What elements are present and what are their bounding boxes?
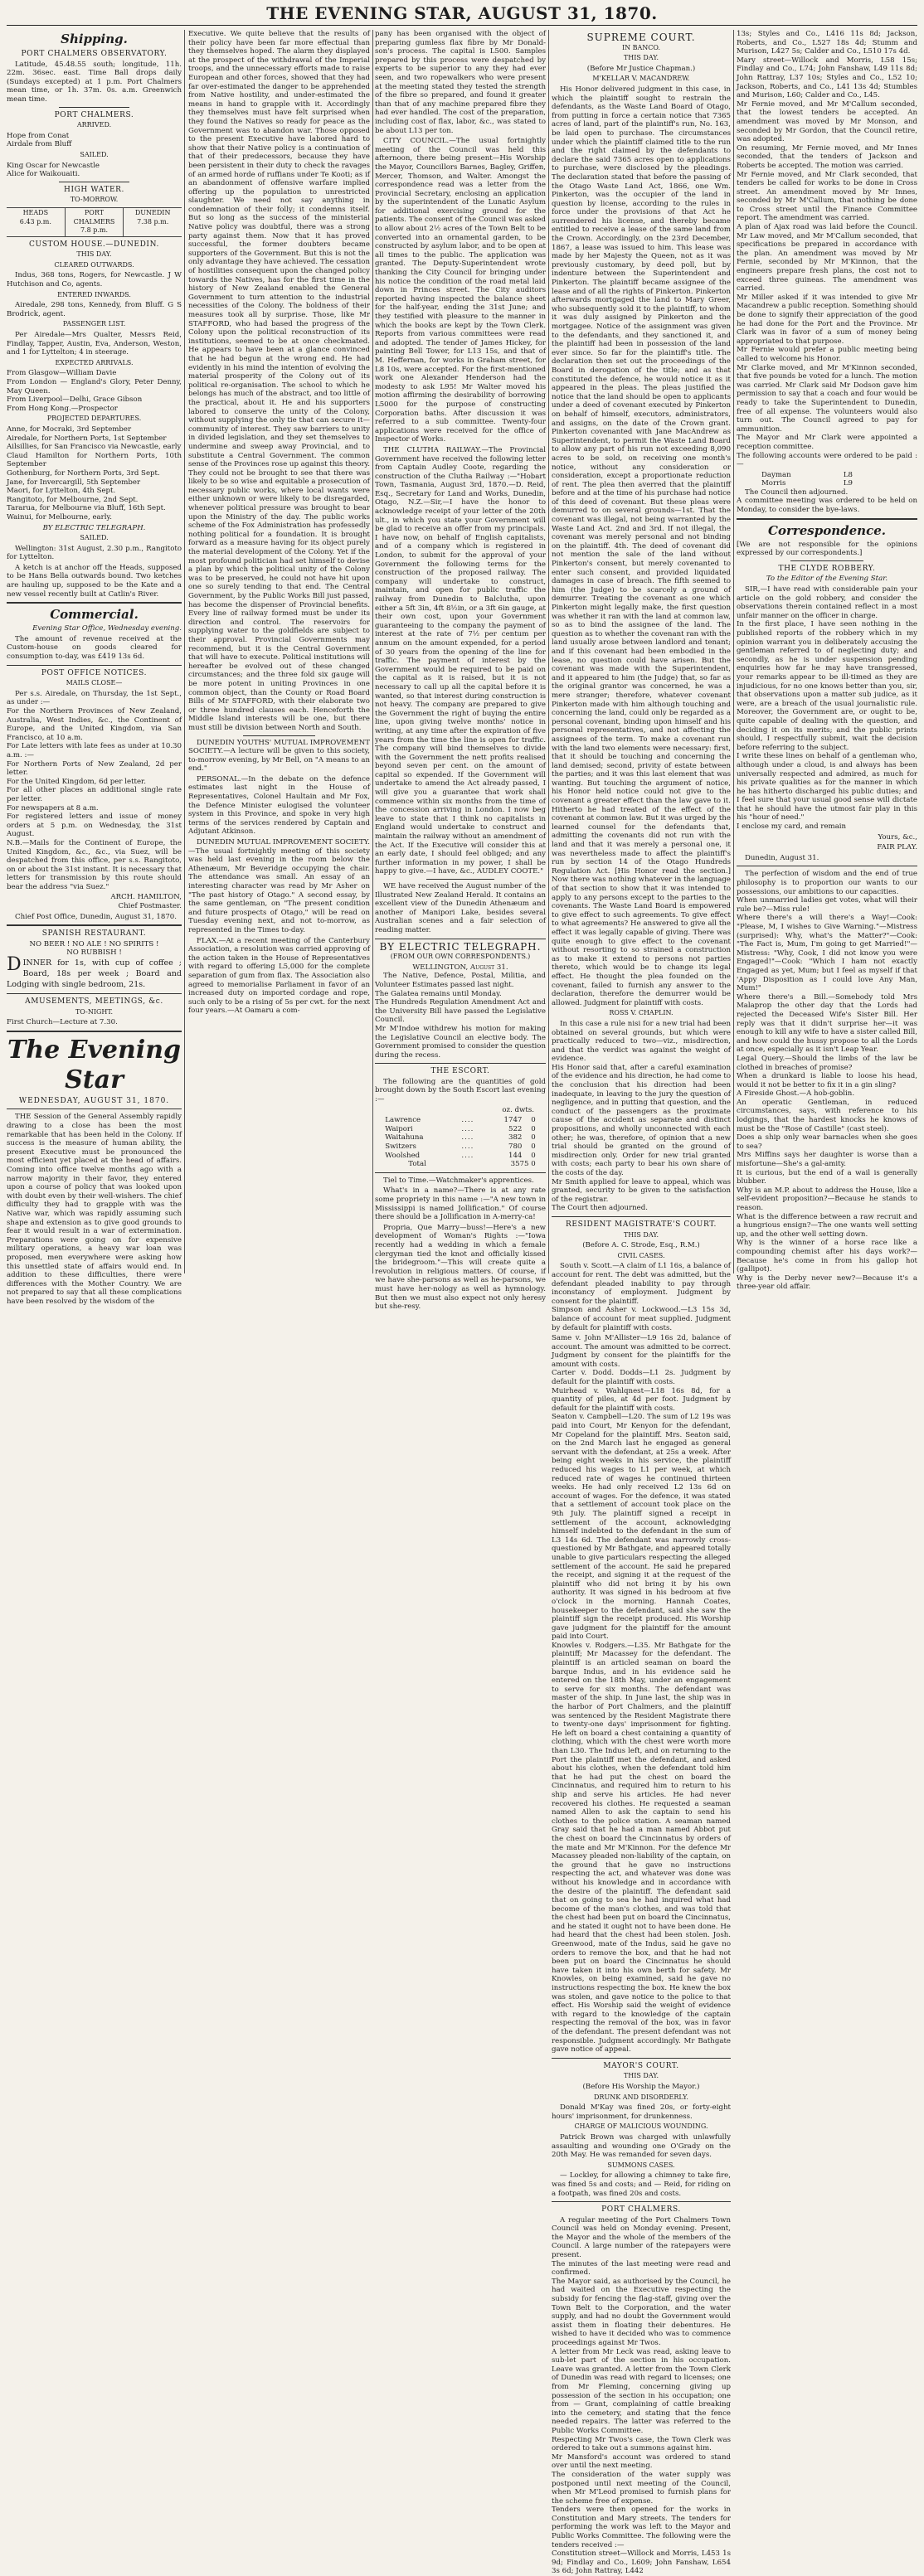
separator — [552, 1216, 731, 1217]
departures-label: PROJECTED DEPARTURES. — [46, 415, 142, 423]
clutha-railway-item: THE CLUTHA RAILWAY.—The Provincial Government have received the following letter from Captain Audley Coote, regarding the construction of the Clutha Railway :—"Hobart Town, Tasmania, August 3rd, 1870.—D. Reid, Esq., Secretary for Land and Works, Dunedin, Otago, N.Z.—Sir,—I have the honor to acknowledge receipt of your letter of the 20th ult., in which you state your Government will be glad to receive an offer from my principals. I have now, on behalf of English capitalists, and of a company which is registered in London, to submit for the approval of your Government the following terms for the construction of the proposed railway. The company will undertake to construct, maintain, and open for public traffic the railway from Dunedin to Balclutha, upon either a 5ft 3in, 4ft 8½in, or a 3ft 6in gauge, at their own cost, upon your Government guaranteeing to the company the payment of interest at the rate of 7½ per centum per annum on the amount expended, for a period of 30 years from the opening of the line for traffic. The payment of interest by the Government would be required to be paid on the capital as it is raised, but it is not necessary to call up all the capital before it is wanted, so that interest during construction is not heavy. The company are prepared to give the Government the right of buying the entire line, upon giving twelve months' notice in writing, at any time after the expiration of five years from the time the line is open for traffic. The company will bind themselves to divide with the Government the nett profits realised beyond seven per cent. on the amount of capital so expended. If the Government will undertake to amend the Act already passed, I will give you a guarantee that work shall commence within six months from the time of the concession arriving in London. I now beg leave to state that I think no capitalists in England would undertake to construct and maintain the railway without an amendment of the Act. If the Executive will consider this at an early date, I should feel obliged; and any further information in my power, I shall be happy to give.—I have, &c., AUDLEY COOTE." — [375, 445, 546, 876]
wounding-text: Patrick Brown was charged with unlawfully assaulting and wounding one O'Grady on the 20th May. He was remanded for seven days. — [552, 2132, 731, 2160]
expected-text: From Glasgow—William Davie From London — England's Glory, Peter Denny, May Queen. From Liverpool—Delhi, Grace Gibson From Hong Kong.—Prospector — [7, 369, 182, 413]
separator — [7, 993, 182, 994]
case-title: ROSS V. CHAPLIN. — [609, 1009, 674, 1017]
departures-text: Anne, for Mocraki, 3rd September Airedale, for Northern Ports, 1st September Ailsillies, for San Francisco via Newcastle, early Claud Hamilton for Northern Ports, 10th September Gothenburg, for Northern Ports, 3rd Sept. Jane, for Invercargill, 5th September Maori, for Lyttelton, 4th Sept. Rangitoto, for Melbourne, 2nd Sept. Tararua, for Melbourne via Bluff, 16th Sept. Wainui, for Melbourne, early. — [7, 424, 182, 522]
letter-body: SIR,—I have read with considerable pain your article on the gold robbery, and consider the observations therein contained reflect in a most unfair manner on the officer in charge. In the first place, I have seen nothing in the published reports of the robbery which in my opinion warrant you in deliberately accusing the gentleman referred to of neglecting duty; and secondly, as he is under suspension pending enquiries how far he may have transgressed, your remarks appear to be ill-timed as they are injudicious, for no one knows better than you, sir, that observations upon a matter sub judice, as it were, are a breach of the usual journalistic rule. Moreover, the Government are, or ought to be, quite capable of dealing with the question, and deciding it on its merits; and the public prints should, I respectfully submit, wait the decision before referring to the subject. I write these lines on behalf of a gentleman who, although under a cloud, is and always has been universally respected and admired, as much for his private qualities as for the manner in which he has hitherto discharged his public duties; and I feel sure that your usual good sense will dictate that he should have the utmost fair play in this his "hour of need." I enclose my card, and remain — [737, 585, 917, 832]
spanish-line-1: NO BEER ! NO ALE ! NO SPIRITS ! — [29, 939, 159, 948]
civil-cases-label: CIVIL CASES. — [617, 1251, 665, 1259]
custom-house-title: CUSTOM HOUSE.—DUNEDIN. — [29, 240, 159, 249]
column-4 — [552, 30, 732, 2576]
in-banco: IN BANCO. — [621, 43, 661, 51]
custom-house-sub: THIS DAY. — [76, 250, 112, 259]
escort-dwts: 0 — [531, 1133, 536, 1142]
mutual-society-item: DUNEDIN MUTUAL IMPROVEMENT SOCIETY.—The usual fortnightly meeting of this society was held last evening in the room below the Athenæum, Mr Beveridge occupying the chair. The attendance was small. An essay of an interesting character was read by Mr Asher on "The past history of Otago." A second essay, by the same gentleman, on "The present condition and future prospects of Otago," will be read on Tuesday evening next, and not to-morrow, as represented in the Times to-day. — [188, 838, 370, 934]
separator — [7, 665, 182, 666]
escort-place: Lawrence — [385, 1116, 421, 1125]
drunk-text: Donald M'Kay was fined 20s, or forty-eight hours' imprisonment, for drunkenness. — [552, 2103, 731, 2121]
post-office-sign: ARCH. HAMILTON, Chief Postmaster. — [110, 893, 182, 911]
letter-title: THE CLYDE ROBBERY. — [778, 564, 876, 573]
observatory-text: Latitude, 45.48.55 south; longitude, 11h. 22m. 36sec. east. Time Ball drops daily (Sundays excepted) at 1 p.m. Port Chalmers mean time, or 1h. 37m. 0s. a.m. Greenwich mean time. — [7, 60, 182, 104]
entered-text: Airedale, 298 tons, Kennedy, from Bluff. G S Brodrick, agent. — [7, 301, 182, 318]
case-text: In this case a rule nisi for a new trial had been obtained on several grounds, but which were practically reduced to two—viz., misdirection, and that the verdict was against the weight of evidence. His Honor said that, after a careful examination of the evidence and his direction, he had come to the conclusion that his direction had been inadequate, in leaving to the jury the question of negligence, and in putting that question, and the conduct of the passengers as the proximate cause of the accident as separate and distinct propositions, and wholly unconnected with each other; he was, therefore, of opinion that a new trial should be granted on the ground of misdirection only. Order for new trial granted with costs; each party to bear his own share of the costs of the day. Mr Smith applied for leave to appeal, which was granted, security to be given to the satisfaction of the registrar. The Court then adjourned. — [552, 1019, 731, 1213]
spanish-restaurant-title: SPANISH RESTAURANT. — [41, 929, 147, 939]
separator — [426, 879, 494, 880]
escort-title: THE ESCORT. — [430, 1067, 490, 1076]
high-water-title: HIGH WATER. — [64, 185, 124, 194]
before-judge: (Before Mr Justice Chapman.) — [586, 64, 696, 73]
city-council-item: CITY COUNCIL.—The usual fortnightly meeting of the Council was held this afternoon, there being present—His Worship the Mayor, Councillors Barnes, Bagley, Griffen, Mercer, Thomson, and Walter. Amongst the correspondence read was a letter from the Provincial Secretary, enclosing an application by the superintendent of the Lunatic Asylum for additional exercising ground for the patients. The consent of the Council was asked to allow about 2½ acres of the Town Belt to be converted into an ornamental garden, to be constructed by asylum labor, and to be open at all times to the public. The application was granted. The Deputy-Superintendent wrote thanking the City Council for bringing under his notice the condition of the road metal laid down in Princes street. The City auditors reported having inspected the balance sheet for the half-year, ending the 31st June; and they testified with pleasure to the manner in which the books are kept by the Town Clerk. Reports from various committees were read and adopted. The tender of James Hickey, for painting Bell Tower, for L13 15s, and that of M. Heffernan, for works in Graham street, for L8 10s, were accepted. For the first-mentioned work one Alexander Henderson had the modesty to ask L95! Mr Walter moved his motion affirming the desirability of borrowing L5000 for the purpose of constructing Corporation baths. After discussion it was referred to a sub committee. Twenty-four applications were received for the office of Inspector of Works. — [375, 137, 546, 444]
escort-total-row: Total 3575 0 — [408, 1160, 536, 1169]
amusements-sub: TO-NIGHT. — [75, 1007, 114, 1016]
this-day: THIS DAY. — [623, 54, 659, 62]
whats-in-a-name-item: What's in a name?—There is at any rate some propriety in this name :—"A new town in Mississippi is named Jollification." Of course there should be a Jollification in A-merry-ca! — [375, 1186, 546, 1222]
escort-oz: 382 — [508, 1133, 523, 1142]
amusements-text: First Church—Lecture at 7.30. — [7, 1018, 118, 1027]
separator — [737, 518, 917, 520]
flax-item-continued: pany has been organised with the object of preparing gumless flax fibre by Mr Donald-son's process. The capital is L500. Samples prepared by this process were despatched by experts to be superior to any they had ever seen, and two ropewalkers who were present at the meeting stated they tested the strength of the fibre so prepared, and found it greater than that of any machine prepared fibre they had ever handled. The cost of the preparation, including cost of flax, labor, &c., was stated to be about L13 per ton. — [375, 30, 546, 135]
telegraph-news: The Native, Defence, Postal, Militia, and Volunteer Estimates passed last night. The Galatea remains until Monday. The Hundreds Regulation Amendment Act and the University Bill have passed the Legislative Council. Mr M'Indoe withdrew his motion for making the Legislative Council an elective body. The Government promised to consider the question during the recess. — [375, 972, 546, 1060]
paper-dateline: WEDNESDAY, AUGUST 31, 1870. — [18, 1096, 170, 1105]
separator — [790, 560, 863, 561]
escort-row: Waipori .... 522 0 — [385, 1124, 536, 1133]
sailed-list: King Oscar for Newcastle Alice for Waikouaiti. — [7, 161, 100, 179]
telegraph-sailed: SAILED. — [80, 534, 109, 542]
telegraph-title: BY ELECTRIC TELEGRAPH. — [379, 940, 542, 953]
civil-cases-continued: Same v. John M'Allister—L9 16s 2d, balance of account. The amount was admitted to be correct. Judgment by consent for the plaintiffs for the amount with costs. Carter v. Dodd. Dodds—L1 2s. Judgment by default for the plaintiff with costs. Muirhead v. Wahlqnest—L18 16s 8d, for a quantity of piles, at 4d per foot. Judgment by default for the plaintiff with costs. Seaton v. Campbell—L20. The sum of L2 19s was paid into Court, Mr Kenyon for the defendant, Mr Copeland for the plaintiff. Mrs. Seaton said, on the 2nd March last he engaged as general servant with the defendant, at 25s a week. After being eight weeks in his service, the plaintiff reduced his wages to L1 per week, at which reduced rate of wages he continued thirteen weeks. He had only received L2 13s 6d on account of wages. For the defence, it was stated that a settlement of account took place on the 9th July. The plaintiff signed a receipt in settlement of the account, acknowledging himself indebted to the defendant in the sum of L3 14s 6d. The defendant was narrowly cross-questioned by Mr Bathgate, and appeared totally unable to give particulars respecting the alleged settlement of the account. He said he prepared the receipt, and signing it at the request of the plaintiff who did not bring it by his own authority. It was signed in his bedroom at five o'clock in the morning. Hannah Coates, housekeeper to the defendant, said she saw the plaintiff sign the receipt produced. His Worship gave judgment for the plaintiff for the amount paid into Court. Knowles v. Rodgers.—L35. Mr Bathgate for the plaintiff; Mr Macassey for the defendant. The plaintiff is an articled seaman on board the barque Indus, and in his evidence said he entered on the 18th May, under an engagement to serve for six months. The defendant was master of the ship. In June last, the ship was in the harbor of Port Chalmers, and the plaintiff was sentenced by the Resident Magistrate there to twenty-one days' imprisonment for fighting. He left on board a chest containing a quantity of clothing, which with the chest were worth more than L30. The Indus left, and on returning to the Port the plaintiff met the defendant, and asked about his clothes, when the defendant told him that he had put the chest on board the Cincinnatus, and required him to return to his ship and serve his articles. He had never recovered his clothes. He requested a seaman named Allen to ask the captain to send his clothes to the police station. A seaman named Gray said that he had a man named Abbot put the chest on board the Cincinnatus by orders of the mate and Mr M'Kinnon. For the defence Mr Macassey pleaded non-liability of the captain, on the ground that he gave no instructions respecting the act, and whatever was done was without his knowledge and in accordance with the desire of the plaintiff. The defendant said that on going to sea he had inquired what had become of the man's clothes, and was told that the chest had been put on board the Cincinnatus, and he stated it ought not to have been done. He had heard that the chest had been stolen. Josh. Greenwood, mate of the Indus, said he gave no orders to remove the box, and that he had not been put on board the Cincinnatus he should have taken it into his own berth for safety. Mr Knowles, on being examined, said he gave no instructions respecting the box. He knew the box was stolen, and gave notice to the police to that effect. His Worship said the weight of evidence with regard to the knowledge of the captain respecting the removal of the box, was in favor of the defendant. The present defendant was not responsible. Judgment accordingly. Mr Bathgate gave notice of appeal. — [552, 1334, 732, 2054]
masthead — [0, 0, 924, 27]
leader-article: THE Session of the General Assembly rapidly drawing to a close has been the most remarkable that has been held in the Colony. If success is the measure of human ability, the present Executive must be pronounced the most efficient yet placed at the head of affairs. Coming into office twelve months ago with a narrow majority in their favor, they entered upon a course of policy that was looked upon with doubt even by their well-wishers. The chief difficulty they had to grapple with was the Native war, which was rapidly assuming such shape and extension as to give good grounds to fear it would result in a war of extermination. Preparations were going on for expensive military operations, a heavy war loan was proposed, men everywhere were asking how this unsettled state of affairs would end. In addition to these difficulties, there were differences with the Mother Country. We are not prepared to say that all these complications have been resolved by the wisdom of the — [7, 1113, 182, 1306]
shipping-heading: Shipping. — [61, 32, 128, 46]
mayors-court-before: (Before His Worship the Mayor.) — [582, 2082, 700, 2091]
amusements-title: AMUSEMENTS, MEETINGS, &c. — [25, 997, 163, 1007]
propria-item: Propria, Que Marry—buss!—Here's a new development of Woman's Rights :—"Iowa recently had a wedding in which a female clergyman tied the knot and officially kissed the bridegroom."—This will create quite a revolution in religious matters. Of course, if we have she-parsons as well as he-parsons, we must have her-nology as well as hymnology. But then we must also expect not only heresy but she-resy. — [375, 1223, 546, 1312]
dinner-advert: DINNER for 1s, with cup of coffee ; Board, 18s per week ; Board and Lodging with single bedroom, 21s. — [7, 954, 182, 990]
sailed-label: SAILED. — [80, 150, 109, 158]
leader-article-continued: Executive. We quite believe that the results of their policy have been far more effectual than they themselves hoped. The alarm they displayed at the prospect of the withdrawal of the Imperial troops, and the unnecessary efforts made to raise European and other forces, showed that they had far over-estimated the danger to be apprehended from Native hostility, and under-estimated the means in hand to grapple with it. Accordingly they themselves must have felt surprised when they found the Natives so ready for peace as the Government was to abandon war. Those opposed to the present Executive have labored hard to show that their Native policy is a continuation of that of their predecessors, because they have been persistent in their duty to check the ravages of an armed horde of ruffians under Te Kooti; as if an abandonment of offensive warfare implied offering up the population to unrestricted slaughter. We need not say anything in condemnation of their folly; it condemns itself. But so long as the success of the ministerial Native policy was doubtful, there was a strong party against them. Now that it has proved successful, the former doubters became supporters of the Government. But this is not the only advantage they have achieved. The cessation of hostilities consequent upon the changed policy towards the Natives, has for the first time in the history of New Zealand enabled the General Government to turn attention to the industrial necessities of the Colony. The boldness of their measures took all by surprise. Those, like Mr STAFFORD, who had based the progress of the Colony upon the political reconstruction of its institutions, seemed to be at once checkmated. He appears to have been at a glance convinced that he had begun at the wrong end. He had evidently in his mind the intention of evolving the material prosperity of the Colony out of its political re-organisation. The school to which he belongs has much of the abstract, and too little of the practical, about it. He and his supporters labored to conserve the unity of the Colony, without supplying the only tie that can secure it—community of interest. They saw barriers to unity in divided legislation, and they set themselves to undermine and sweep away Provincial, and to substitute a Central Government. The common sense of the Provinces rose up against this theory. They could not be brought to see that there was likely to be so wise and equitable a prosecution of necessary public works, where local wants were either unknown or were likely to be disregarded, whenever political pressure was brought to bear upon the Ministry of the day. The public works scheme of the Fox Administration has professedly nothing political for a foundation. It is brought forward as a measure having for its object purely the material development of the Colony. Yet if the most profound politician had set himself to devise a plan by which the political unity of the Colony was to be preserved, he could not have hit upon one so surely tending to that end. The Central Government, by the Public Works Bill just passed, has become the dispenser of Provincial benefits. Every line of railway formed must be under its direction and control. The reservoirs for supplying water to the goldfields are subject to their approval. Provincial Governments may recommend, but it is the Central Government that will have to execute. Political institutions will hereafter be evolved out of these changed circumstances; and the three fold six gauge will be more potent in uniting Provinces in one common object, than the County or Road Board Bills of Mr STAFFORD, with their elaborate two or three hundred clauses each. Henceforth the Middle Island interests will be one, but there must still be division between North and South. — [188, 30, 370, 732]
separator — [243, 735, 316, 736]
passenger-text: Per Airedale—Mrs Qualter, Messrs Reid, Findlay, Tapper, Austin, Eva, Anderson, Weston, and 1 for Lyttelton; 4 in steerage. — [7, 331, 182, 357]
escort-table — [383, 1116, 537, 1169]
commercial-office: Evening Star Office, Wednesday evening. — [32, 624, 182, 633]
escort-oz: 144 — [508, 1151, 523, 1160]
case-title: M'KELLAR V. MACANDREW. — [592, 75, 690, 83]
supreme-court-title: SUPREME COURT. — [586, 32, 696, 43]
port-chalmers-title: PORT CHALMERS. — [54, 110, 134, 119]
escort-oz: 780 — [508, 1142, 523, 1152]
separator — [7, 1031, 182, 1032]
letter-to: To the Editor of the Evening Star. — [766, 575, 888, 584]
correspondence-heading: Correspondence. — [768, 522, 886, 538]
separator — [375, 1063, 546, 1064]
tide-cell: DUNEDIN 7.38 p.m. — [134, 208, 171, 226]
letter-place: Dunedin, August 31. — [745, 853, 819, 862]
column-2 — [188, 30, 370, 1273]
escort-place: Switzers — [385, 1142, 416, 1152]
escort-dwts: 0 — [531, 1116, 536, 1125]
ketch-text: A ketch is at anchor off the Heads, supposed to be Hans Bella outwards bound. Two ketches are hauling up, supposed to be the Kate and a new vessel recently built at Catlin's River. — [7, 563, 182, 599]
entered-label: ENTERED INWARDS. — [57, 290, 131, 298]
miscellany: The perfection of wisdom and the end of true philosophy is to proportion our wants to our possessions, our ambitions to our capacities. When unmarried ladies get votes, what will their rule be?—Miss rule! Where there's a will there's a Way!—Cook: "Please, M, I wishes to Give Warning."—Mistress (surprised): Why, what's the Matter?"—Cook: "The Fact is, Mum, I'm going to get Married!"—Mistress: "Why, Cook, I did not know you were Engaged!"—Cook: "Which I ham not exactly Engaged as yet, Mum; but I feel as myself if that 'Appy Disposition as I could love Any Man, Mum!" Where there's a Bill.—Somebody told Mrs Malaprop the other day that the Lords had rejected the Deceased Wife's Sister Bill. Her reply was that it didn't surprise her—it was enough to kill any wife to have a sister called Bill, and how could the hussy propose to all the Lords at once, especially as it isn't Leap Year. Legal Query.—Should the limbs of the law be clothed in breaches of promise? When a drunkard is liable to loose his head, would it not be better to fix it in a gin sling? A Fireside Ghost.—A hob-goblin. An operatic Gentleman, in reduced circumstances, says, with reference to his lodgings, that the hardest knocks he knows of must be the "Rose of Castille" (cast steel). Does a ship only wear barnacles when she goes to sea? Mrs Miffins says her daughter is worse than a misfortune—She's a gal-amity. It is curious, but the end of a wail is generally blubber. Why is an M.P. about to address the House, like a self-evident proposition?—Because he stands to reason. What is the difference between a raw recruit and a hungrious ensign?—The one wants well setting up, and the other well setting down. Why is the winner of a horse race like a compounding chemist after his days work?—Because he's come in from his gallop hot (gallipot). Why is the Derby never new?—Because it's a three-year old affair. — [737, 870, 917, 1292]
column-1 — [7, 30, 182, 1306]
column-divider — [733, 30, 734, 1273]
letter-close: Yours, &c., — [878, 832, 917, 842]
spanish-line-2: NO RUBBISH ! — [66, 948, 122, 958]
drunk-label: DRUNK AND DISORDERLY. — [594, 2093, 688, 2101]
masthead-rule — [7, 25, 917, 26]
rm-court-before: (Before A. C. Strode, Esq., R.M.) — [582, 1241, 700, 1250]
case-text: His Honor delivered judgment in this case, in which the plaintiff sought to restrain the defendants, as the Waste Land Board of Otago, from putting in force a certain notice that 7365 acres of land, part of the plaintiff's run, No. 163, be laid open to purchase. The circumstances under which the plaintiff claimed title to the run and the right claimed by the defendants to declare the said 7365 acres open to applications to purchase, were disclosed by the pleadings. The declaration stated that before the passing of the Otago Waste Land Act, 1866, one Wm. Pinkerton, was the occupier of the land in question by license, according to the rules in force under the provisions of that Act he surrendered his license, and thereby became entitled to receive a lease of the same land from the Crown. Accordingly, on the 23rd December, 1867, a lease was issued to him. This lease was made by her Majesty the Queen, not as it was previously customary, by deed poll, but by indenture between the Superintendent and Pinkerton. The plaintiff became assignee of the lease and of all the rights of Pinkerton. Pinkerton afterwards mortgaged the land to Mary Greer, who subsequently sold it to the plaintiff, to whom it was duly assigned by Pinkerton and the mortgagee. Notice of the assignment was given to the defendants, and they sanctioned it, and the plaintiff had been in possession of the land ever since. So far for the plaintiff's title. The declaration then set out the proceedings of the Board in derogation of the title; and as that constituted the defence, he would notice it as it appeared in the pleas. The pleas justified the notice that the land should be open to applicants under a deed of covenant executed by Pinkerton on behalf of himself, executors, administrators, and assigns, on the date of the Crown grant. Pinkerton covenanted with Jane MacAndrew as Superintendent, to permit the Waste Land Board to allow any part of his run not exceeding 8,090 acres to be sold, on receiving one month's notice, without any consideration or consideration, except a proportionate reduction of rent. The plea then averred that the plaintiff before and at the time of his purchase had notice of this deed of covenant. But these pleas were demurred to on several grounds—1st. That the covenant was illegal, not being warranted by the Waste Land Act. 2nd and 3rd. If not illegal, the covenant was merely personal and not binding on the plaintiff. 4th. The deed of covenant did not mention the sale of the land without Pinkerton's consent, but merely covenanted to enter such consent, and provided liquidated damages in case of breach. The fifth seemed to him (the Judge) to be scarcely a ground of demurrer. Treating the covenant as one which Pinkerton might legally make, the first question was whether it ran with the land at common law, so as to bind the assignee of the land. The question as to whether the covenant ran with the land usually arose between landlord and tenant; and if this covenant had been embodied in the lease, no question could have arisen. But the covenant was made with the Superintendent, and it appeared to him (the Judge) that, so far as the original grantor was concerned, he was a mere stranger; therefore, whatever covenant Pinkerton made with him although touching and concerning the land, could only be regarded as a personal covenant, binding upon himself and his personal representatives, and not affecting the assignees of the term. To make a covenant run with the land two elements were necessary: first, that it should be touching and concerning the land demised; second, privity of estate between the parties; and it was this last element that was wanting. But touching the argument of notice, his Honor held notice could not give to the covenant a greater effect than the law gave to it. Hitherto he had treated of the effect of the covenant at common law. But it was urged by the learned counsel for the defendants that, admitting the covenants did not run with the land and that it was merely a personal one, it was nevertheless made to affect the plaintiff's run by section 14 of the Otago Hundreds Regulation Act. [His Honor read the section.] Now there was nothing whatever in the language of that section to show that it was intended to apply to any persons except to the parties to the covenants. The Waste Land Board is empowered to give effect to such agreements. To give effect to what agreements? He answered to give all the effect it was legally capable of giving. There was quite enough to give effect to the covenant without resorting to so strained a construction as to make it extend to persons not parties thereto, which would be to change its legal effect. He thought the plea founded on the covenant, failed to furnish any answer to the declaration, therefore the demurrer would be allowed. Judgment for plaintiff with costs. — [552, 85, 731, 1007]
port-chalmers-continued: 13s; Styles and Co., L416 11s 8d; Jackson, Roberts, and Co., L527 18s 4d; Stumm and Murison, L427 5s; Calder and Co., L510 17s 4d. Mary street—Willock and Morris, L58 15s; Findlay and Co., L74; John Fanshaw, L49 11s 8d; John Rattray, L37 10s; Styles and Co., L52 10; Jackson, Roberts, and Co., L41 13s 4d; Stumbles and Murison, L60; Calder and Co., L45. Mr Fernie moved, and Mr M'Callum seconded, that the lowest tenders be accepted. An amendment was moved by Mr Monson, and seconded by Mr Gordon, that the Council retire, was adopted. On resuming, Mr Fernie moved, and Mr Innes seconded, that the tenders of Jackson and Roberts be accepted. The motion was carried. Mr Fernie moved, and Mr Clark seconded, that tenders be called for works to be done in Cross street. An amendment moved by Mr Innes, seconded by Mr M'Callum, that nothing be done to Cross street until the Finance Committee report. The amendment was carried. A plan of Ajax road was laid before the Council. Mr Law moved, and Mr M'Callum seconded, that specifications be prepared in accordance with the plan. An amendment was moved by Mr Fernie, seconded by Mr M'Kinnon, that the engineers prepare fresh plans, the cost not to exceed three guineas. The amendment was carried. Mr Miller asked if it was intended to give Mr Macandrew a public reception. Something should be done to signify their appreciation of the good he had done for the Port and the Province. Mr Clark was in favor of a sum of money being appropriated to that purpose. Mr Fernie would prefer a public meeting being called to welcome his Honor. Mr Clarke moved, and Mr M'Kinnon seconded, that five pounds be voted for a lunch. The motion was carried. Mr Clark said Mr Dodson gave him permission to say that a coach and four would be ready to take the Superintendent to Dunedin, free of all expense. The volunteers would also turn out. The Council agreed to pay for ammunition. The Mayor and Mr Clark were appointed a reception committee. The following accounts were ordered to be paid :— — [737, 30, 917, 469]
escort-unit: oz. dwts. — [502, 1105, 534, 1114]
column-divider — [548, 30, 549, 1273]
port-chalmers-council-title: PORT CHALMERS. — [601, 2205, 681, 2215]
separator — [7, 602, 182, 604]
column-divider — [372, 30, 373, 1273]
expected-label: EXPECTED ARRIVALS. — [55, 358, 134, 366]
cleared-label: CLEARED OUTWARDS. — [54, 260, 134, 269]
separator — [7, 924, 182, 926]
letter-sign: FAIR PLAY. — [877, 843, 917, 852]
escort-dwts: 0 — [531, 1124, 536, 1133]
civil-cases-text: South v. Scott.—A claim of L1 16s, a balance of account for rent. The debt was admitted, but the defendant pleaded inability to pay through inconstancy of employment. Judgment by consent for the plaintiff. Simpson and Asher v. Lockwood.—L3 15s 3d, balance of account for meat supplied. Judgment by default for plaintiff with costs. — [552, 1262, 731, 1332]
telegraph-sub: (FROM OUR OWN CORRESPONDENTS.) — [390, 953, 531, 961]
summons-label: SUMMONS CASES. — [607, 2161, 675, 2169]
illustrated-herald-item: WE have received the August number of the Illustrated New Zealand Herald. It contains an excellent view of the Dunedin Athenæum and another of Manipori Lake, besides several Australian scenes and a fair selection of reading matter. — [375, 882, 546, 934]
post-office-footer: Chief Post Office, Dunedin, August 31, 1870. — [15, 912, 177, 921]
correspondence-note: [We are not responsible for the opinions expressed by our correspondents.] — [737, 540, 917, 558]
telegraph-label: BY ELECTRIC TELEGRAPH. — [42, 523, 146, 532]
escort-dwts: 0 — [531, 1151, 536, 1160]
escort-place: Woolshed — [385, 1151, 421, 1160]
commercial-heading: Commercial. — [50, 607, 139, 623]
arrived-label: ARRIVED. — [76, 121, 112, 129]
escort-place: Waitahuna — [385, 1133, 424, 1142]
tide-cell: PORT CHALMERS 7.8 p.m. — [66, 208, 124, 236]
tide-cell: HEADS 6.43 p.m. — [7, 208, 66, 236]
post-office-text: Per s.s. Airedale, on Thursday, the 1st Sept., as under :— For the Northern Provinces of New Zealand, Australia, West Indies, &c., the Continent of Europe, and the United Kingdom, via San Francisco, at 10 a.m. For Late letters with late fees as under at 10.30 a.m. :— For Northern Ports of New Zealand, 2d per letter. For the United Kingdom, 6d per letter. For all other places an additional single rate per letter. For newspapers at 8 a.m. For registered letters and issue of money orders at 5 p.m. on Wednesday, the 31st August. N.B.—Mails for the Continent of Europe, the United Kingdom, &c., &c., via Suez, will be despatched from this office, per s.s. Rangitoto, on or about the 31st instant. It is necessary that letters for transmission by this route should bear the address "via Suez." — [7, 689, 182, 891]
post-office-sub: MAILS CLOSE— — [66, 679, 123, 687]
escort-row: Waitahuna .... 382 0 — [385, 1133, 536, 1142]
post-office-title: POST OFFICE NOTICES. — [41, 668, 148, 677]
wounding-label: CHARGE OF MALICIOUS WOUNDING. — [574, 2122, 708, 2131]
cleared-text: Indus, 368 tons, Rogers, for Newcastle. J W Hutchison and Co, agents. — [7, 271, 182, 289]
escort-row: Woolshed .... 144 0 — [385, 1151, 536, 1160]
escort-oz: 1747 — [503, 1116, 523, 1125]
column-5 — [737, 30, 917, 1292]
council-adjourned: The Council then adjourned. A committee meeting was ordered to be held on Monday, to consider the bye-laws. — [737, 488, 917, 515]
separator — [59, 107, 129, 108]
account-row: Morris L9 — [761, 479, 853, 488]
passenger-label: PASSENGER LIST. — [62, 320, 126, 328]
account-row: Dayman L8 — [761, 470, 853, 479]
escort-dwts: 0 — [531, 1142, 536, 1152]
rm-court-sub: THIS DAY. — [623, 1230, 659, 1239]
tide-table — [7, 207, 182, 237]
column-divider — [184, 30, 185, 1273]
masthead-title: THE EVENING STAR, AUGUST 31, 1870. — [266, 3, 658, 23]
telegraph-dateline: WELLINGTON, August 31. — [412, 963, 508, 972]
rm-court-title: RESIDENT MAGISTRATE'S COURT. — [566, 1220, 717, 1229]
escort-place: Waipori — [385, 1124, 413, 1133]
telegraph-text: Wellington: 31st August, 2.30 p.m., Rangitoto for Lyttelton. — [7, 544, 182, 562]
separator — [552, 2058, 731, 2059]
column-3 — [375, 30, 546, 1312]
flax-item: FLAX.—At a recent meeting of the Canterbury Association, a resolution was carried approving of the action taken in the House of Representatives with regard to offering L5,000 for the complete separation of gum from flax. The Association also agreed to memorialise Parliament in favor of an increased duty on imported cordage and rope, such only to be a rising of 5s per cwt. for the next four years.—At Oamaru a com- — [188, 936, 370, 1016]
separator — [375, 1172, 546, 1173]
high-water-sub: TO-MORROW. — [70, 196, 119, 204]
mayors-court-sub: THIS DAY. — [623, 2072, 659, 2080]
paper-title: The Evening Star — [7, 1035, 182, 1094]
summons-text: — Lockley, for allowing a chimney to take fire, was fined 5s and costs; and — Reid, for riding on a footpath, was fined 20s and costs. — [552, 2171, 731, 2198]
separator — [552, 2201, 731, 2202]
observatory-title: PORT CHALMERS OBSERVATORY. — [21, 50, 168, 58]
tiel-item: Tiel to Time.—Watchmaker's apprentices. — [383, 1176, 534, 1185]
youths-society-item: DUNEDIN YOUTHS' MUTUAL IMPROVEMENT SOCIETY.—A lecture will be given to this society, to-morrow evening, by Mr Bell, on "A means to an end." — [188, 738, 370, 774]
personal-item: PERSONAL.—In the debate on the defence estimates last night in the House of Representatives, Colonel Haultain and Mr Fox, the Defence Minister eulogised the volunteer system in this Province, and spoke in very high terms of the services rendered by Captain and Adjutant Atkinson. — [188, 774, 370, 837]
arrived-list: Hope from Conat Airdale from Bluff — [7, 131, 72, 149]
escort-oz: 522 — [508, 1124, 523, 1133]
mayors-court-title: MAYOR'S COURT. — [603, 2061, 679, 2070]
escort-row: Lawrence .... 1747 0 — [385, 1116, 536, 1125]
port-chalmers-council-text: A regular meeting of the Port Chalmers Town Council was held on Monday evening. Present, the Mayor and the whole of the members of the Council. A large number of the ratepayers were present. The minutes of the last meeting were read and confirmed. The Mayor said, as authorised by the Council, he had waited on the Executive respecting the subsidy for fencing the flag-staff, giving over the Town Belt to the Corporation, and the water supply, and had no doubt the Government would assist them in floating their debentures. He wished to have it decided who was to commence proceedings against Mr Twos. A letter from Mr Leck was read, asking leave to sub-let part of the section in his occupation. Leave was granted. A letter from the Town Clerk of Dunedin was read with regard to licenses; one from Mr Fleming, concerning giving up possession of the section in his occupation; one from — Grant, complaining of cattle breaking into the cemetery, and stating that the fence needed repairs. The latter was referred to the Public Works Committee. Respecting Mr Twos's case, the Town Clerk was ordered to take out a summons against him. Mr Mansford's account was ordered to stand over until the next meeting. The consideration of the water supply was postponed until next meeting of the Council, when Mr M'Leod promised to furnish plans for the scheme free of expense. Tenders were then opened for the works in Constitution and Mary streets. The tenders for performing the work was left to the Mayor and Public Works Committee. The following were the tenders received :— Constitution street—Willock and Morris, L453 1s 9d; Findlay and Co., L609; John Fanshaw, L654 3s 6d; John Rattray, L442 — [552, 2215, 731, 2576]
commercial-text: The amount of revenue received at the Custom-house on goods cleared for consumption to-day, was £419 13s 6d. — [7, 634, 182, 662]
escort-row: Switzers .... 780 0 — [385, 1142, 536, 1152]
escort-text: The following are the quantities of gold brought down by the South Escort last evening :— — [375, 1077, 546, 1104]
accounts-list — [761, 471, 917, 488]
